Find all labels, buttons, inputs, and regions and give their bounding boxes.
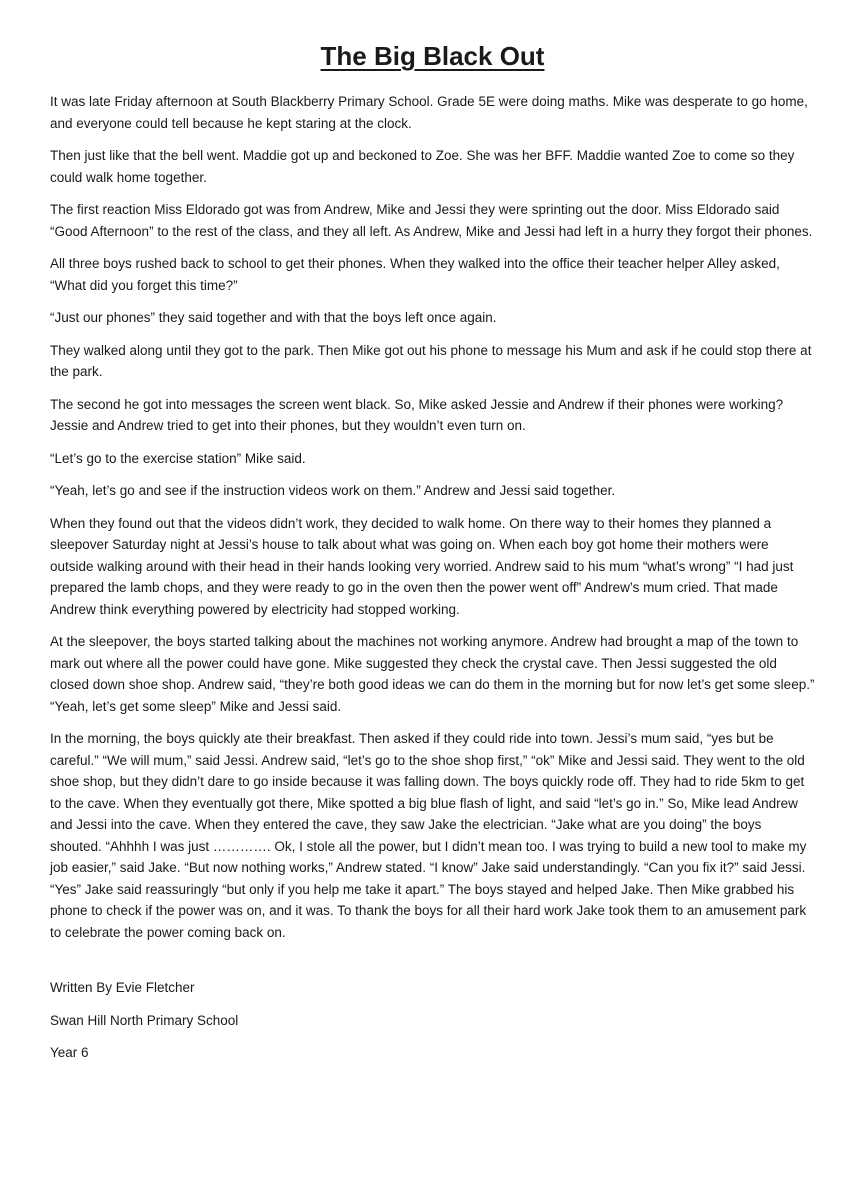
paragraph: Then just like that the bell went. Maddie got up and beckoned to Zoe. She was her BFF. Maddie wanted Zoe to come so they could walk home together. (50, 148, 795, 185)
paragraph: All three boys rushed back to school to get their phones. When they walked into the office their teacher helper Alley asked, “What did you forget this time?” (50, 256, 780, 293)
paragraph: “Just our phones” they said together and with that the boys left once again. (50, 310, 497, 325)
paragraph: At the sleepover, the boys started talking about the machines not working anymore. Andrew had brought a map of the town to mark out where all the power could have gone. Mike suggested they check the crystal cave. Then Jessi suggested the old closed down shoe shop. Andrew said, “they’re both good ideas we can do them in the morning but for now let’s get some sleep.” “Yeah, let’s get some sleep” Mike and Jessi said. (50, 634, 815, 714)
paragraph: It was late Friday afternoon at South Blackberry Primary School. Grade 5E were doing maths. Mike was desperate to go home, and everyone could tell because he kept staring at the clock. (50, 94, 808, 131)
paragraph: When they found out that the videos didn’t work, they decided to walk home. On there way to their homes they planned a sleepover Saturday night at Jessi’s house to talk about what was going on. When each boy got home their mothers were outside walking around with their head in their hands looking very worried. Andrew said to his mum “what’s wrong” “I had just prepared the lamb chops, and they were ready to go in the oven then the power went off” Andrew’s mum cried. That made Andrew think everything powered by electricity had stopped working. (50, 515, 794, 617)
paragraph: “Yeah, let’s go and see if the instruction videos work on them.” Andrew and Jessi said together. (50, 483, 616, 498)
paragraph: The second he got into messages the screen went black. So, Mike asked Jessie and Andrew if their phones were working? Jessie and Andrew tried to get into their phones, but they wouldn’t even turn on. (50, 396, 784, 433)
paragraph: They walked along until they got to the park. Then Mike got out his phone to message his Mum and ask if he could stop there at the park. (50, 342, 812, 379)
story-body (50, 91, 815, 943)
author-footer (50, 977, 815, 1064)
school-line: Swan Hill North Primary School (50, 1012, 239, 1028)
year-line: Year 6 (50, 1045, 89, 1060)
paragraph: The first reaction Miss Eldorado got was from Andrew, Mike and Jessi they were sprinting out the door. Miss Eldorado said “Good Afternoon” to the rest of the class, and they all left. As Andrew, Mike and Jessi had left in a hurry they forgot their phones. (50, 202, 813, 239)
author-line: Written By Evie Fletcher (50, 980, 195, 995)
paragraph: “Let’s go to the exercise station” Mike said. (50, 450, 306, 466)
paragraph: In the morning, the boys quickly ate their breakfast. Then asked if they could ride into town. Jessi’s mum said, “yes but be careful.” “We will mum,” said Jessi. Andrew said, “let’s go to the shoe shop first,” “ok” Mike and Jessi said. They went to the old shoe shop, but they didn’t dare to go inside because it was falling down. The boys quickly rode off. They had to ride 5km to get to the cave. When they eventually got there, Mike spotted a big blue flash of light, and said “let’s go in.” So, Mike lead Andrew and Jessi into the cave. When they entered the cave, they saw Jake the electrician. “Jake what are you doing” the boys shouted. “Ahhhh I was just …………. Ok, I stole all the power, but I didn’t mean too. I was trying to build a new tool to make my job easier,” said Jake. “But now nothing works,” Andrew stated. “I know” Jake said understandingly. “Can you fix it?” said Jessi. “Yes” Jake said reassuringly “but only if you help me take it apart.” The boys stayed and helped Jake. Then Mike grabbed his phone to check if the power was on, and it was. To thank the boys for all their hard work Jake took them to an amusement park to celebrate the power coming back on. (50, 731, 807, 940)
story-title: The Big Black Out (320, 41, 545, 71)
